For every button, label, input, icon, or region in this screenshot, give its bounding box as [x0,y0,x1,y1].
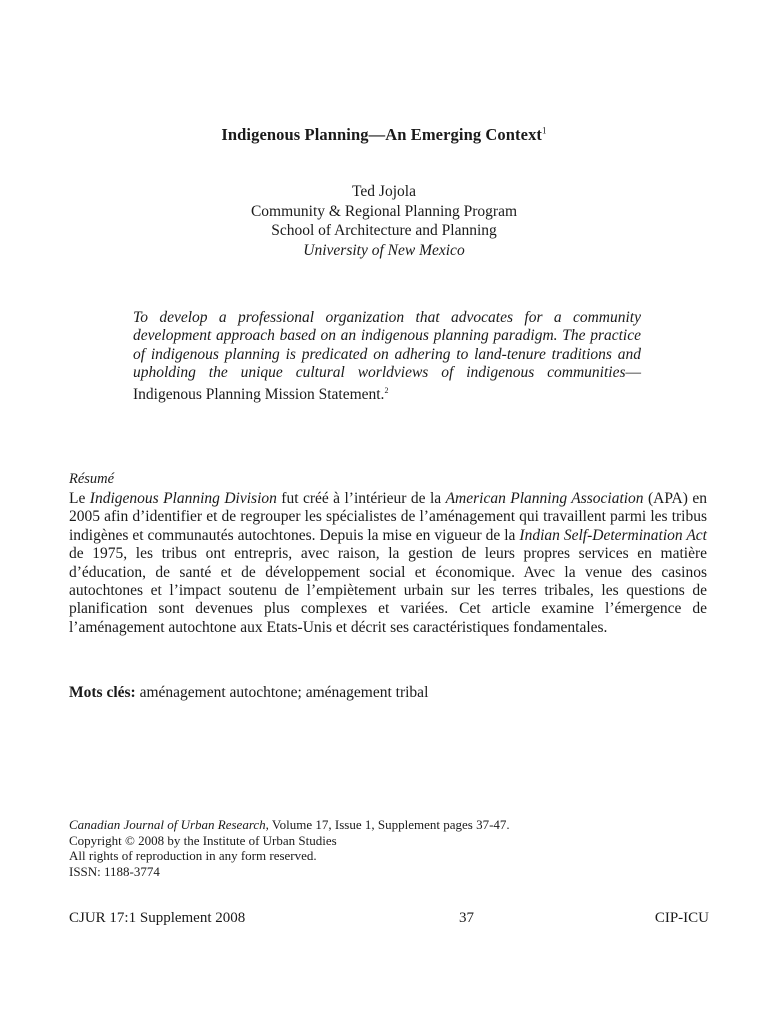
epigraph-quote: To develop a professional organization that advocates for a community development approach based on an indigenous planning paradigm. The practice of indigenous planning is predicated on adhering to land-tenure traditions and upholding the unique cultural worldviews of indigenous communities [133,309,641,381]
epigraph-attribution: —Indigenous Planning Mission Statement. [133,363,641,404]
author-university: University of New Mexico [303,241,465,259]
page-footer [69,910,709,930]
citation-copyright: Copyright © 2008 by the Institute of Urban Studies [69,832,337,848]
title-footnote-marker: 1 [542,125,547,136]
epigraph-footnote-marker: 2 [384,386,389,396]
footer-page-number: 37 [459,910,474,926]
author-name: Ted Jojola [352,183,416,200]
citation-details: , Volume 17, Issue 1, Supplement pages 37-47. [265,817,510,832]
citation-journal: Canadian Journal of Urban Research [69,817,266,832]
keywords-line [69,684,707,702]
author-school: School of Architecture and Planning [271,222,497,239]
resume-italic-apa: American Planning Association [445,490,644,507]
author-program: Community & Regional Planning Program [250,202,518,220]
citation-journal-line [69,817,709,833]
resume-italic-division: Indigenous Planning Division [89,490,277,507]
resume-heading: Résumé [69,471,115,487]
resume-italic-act: Indian Self-Determination Act [519,526,707,544]
article-title [0,125,768,145]
resume-text-4: de 1975, les tribus ont entrepris, avec raison, la gestion de leurs propres services en matière d’éducation, de santé et de développement social et économique. Avec la venue des casinos autochtones et l’impact soutenu de l’empiètement urbain sur les terres tribales, les questions de planification sont devenues plus complexes et variées. Cet article examine l’émergence de l’aménagement autochtone aux Etats-Unis et décrit ses caractéristiques fondamentales. [69,545,707,636]
resume-text-2: fut créé à l’intérieur de la [276,490,446,507]
title-text: Indigenous Planning—An Emerging Context [221,125,543,144]
footer-publisher: CIP-ICU [654,910,709,926]
footer-journal-issue: CJUR 17:1 Supplement 2008 [69,910,246,926]
citation-issn: ISSN: 1188-3774 [69,863,160,879]
author-block [0,182,768,260]
keywords-label: Mots clés: [69,684,136,701]
resume-text-1: Le [69,490,90,507]
citation-block [69,817,709,879]
citation-rights: All rights of reproduction in any form reserved. [69,848,317,864]
resume-text-3: (APA) en 2005 afin d’identifier et de regrouper les spécialistes de l’aménagement qui travaillent parmi les tribus indigènes et communautés autochtones. Depuis la mise en vigueur de la [69,490,707,544]
epigraph [133,309,641,405]
keywords-text: aménagement autochtone; aménagement tribal [135,684,429,701]
resume-paragraph [69,490,707,637]
